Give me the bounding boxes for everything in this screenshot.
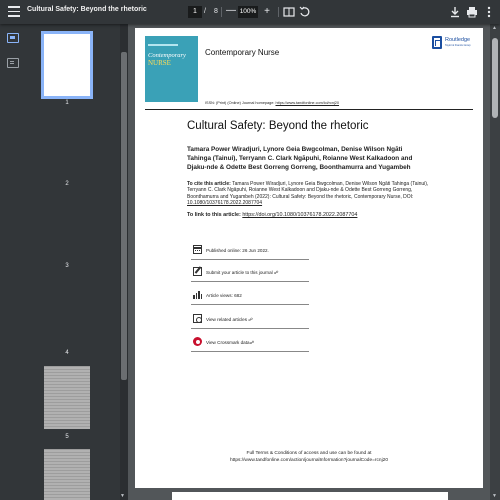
zoom-level-input[interactable]: 100% — [238, 6, 258, 18]
sidebar-scrollbar-thumb[interactable] — [121, 52, 127, 380]
footer-line1: Full Terms & Conditions of access and use can be found at — [246, 451, 372, 456]
page-separator: / — [204, 8, 206, 15]
rotate-icon[interactable] — [298, 5, 312, 19]
info-divider — [191, 281, 309, 282]
article-link-line — [187, 212, 357, 218]
article-title: Cultural Safety: Beyond the rhetoric — [187, 120, 369, 132]
crossmark-icon — [193, 337, 202, 346]
info-divider — [191, 259, 309, 260]
zoom-in-button[interactable]: + — [264, 6, 270, 17]
issn-line — [205, 101, 339, 105]
thumbnails-icon[interactable] — [7, 33, 19, 43]
cite-text: Tamara Power Wiradjuri, Lynore Geia Bwgcolman, Denise Wilson Ngāti Tahinga (Tainui), Terryann C. Clark Ngāpuhi, Roianne West Kalkadoon and Djaku-nde & Odette Best Gorreng Gorreng, Boonthamurra and Yugambeh (2022): Cultural Safety: Beyond the rhetoric, Contemporary Nurse, DOI: — [187, 181, 429, 200]
thumbnail-list — [26, 24, 120, 500]
main-scrollbar-thumb[interactable] — [492, 38, 498, 118]
routledge-logo-icon — [432, 36, 442, 49]
page-total: 8 — [214, 8, 218, 15]
toolbar-divider — [221, 7, 222, 17]
link-label: To link to this article: — [187, 212, 241, 218]
journal-name: Contemporary Nurse — [205, 48, 280, 57]
info-divider — [191, 304, 309, 305]
journal-homepage-link[interactable]: https://www.tandfonline.com/loi/rcnj20 — [275, 101, 340, 105]
thumbnail-number: 2 — [65, 181, 69, 187]
toolbar-divider — [278, 7, 279, 17]
calendar-icon — [193, 245, 202, 254]
related-articles-icon — [193, 314, 202, 323]
page-thumbnail[interactable] — [44, 366, 90, 429]
terms-footer — [135, 450, 483, 464]
sidebar-rail — [0, 24, 26, 500]
fit-page-icon[interactable] — [282, 5, 296, 19]
info-crossmark[interactable] — [191, 334, 309, 352]
edit-icon — [193, 267, 202, 276]
page-number-input[interactable]: 1 — [188, 6, 202, 18]
view-crossmark-link[interactable]: View Crossmark data☍ — [206, 340, 255, 345]
scroll-up-icon[interactable]: ▲ — [492, 25, 497, 31]
pdf-toolbar — [0, 0, 500, 24]
view-related-link[interactable]: View related articles ☍ — [206, 317, 253, 322]
cover-title-line1: Contemporary — [148, 52, 186, 59]
article-authors: Tamara Power Wiradjuri, Lynore Geia Bwgcolman, Denise Wilson Ngāti Tahinga (Tainui), Terryann C. Clark Ngāpuhi, Roianne West Kalkadoon and Djaku-nde & Odette Best Gorreng Gorreng, Boonthamurra and Yugambeh — [187, 146, 413, 171]
scroll-down-icon[interactable]: ▼ — [492, 493, 497, 499]
thumbnail-number: 1 — [65, 100, 69, 106]
info-divider — [191, 328, 309, 329]
outline-icon[interactable] — [7, 58, 19, 68]
submit-article-link[interactable]: Submit your article to this journal ☍ — [206, 270, 279, 275]
issn-text: ISSN: (Print) (Online) Journal homepage: — [205, 101, 275, 105]
zoom-out-button[interactable]: — — [226, 5, 236, 16]
bar-chart-icon — [193, 290, 202, 299]
article-views-text: Article views: 682 — [206, 293, 242, 298]
info-submit[interactable] — [191, 264, 309, 282]
download-icon[interactable] — [448, 5, 462, 19]
page-thumbnail[interactable] — [44, 34, 90, 96]
header-rule — [145, 109, 473, 110]
info-views — [191, 287, 309, 305]
article-doi-link[interactable]: https://doi.org/10.1080/10376178.2022.2087704 — [242, 212, 358, 218]
print-icon[interactable] — [465, 5, 479, 19]
info-published — [191, 242, 309, 260]
publisher-subtitle: Taylor & Francis Group — [445, 44, 471, 47]
publisher-name: Routledge — [445, 37, 471, 43]
info-related[interactable] — [191, 311, 309, 329]
cite-doi-link[interactable]: 10.1080/10376178.2022.2087704 — [187, 199, 263, 206]
thumbnail-sidebar — [0, 24, 128, 500]
journal-cover — [145, 36, 198, 102]
citation-block — [187, 181, 432, 206]
cover-title-line2: NURSE — [148, 59, 171, 67]
pdf-page-next — [172, 492, 448, 500]
sidebar-scroll-down-icon[interactable]: ▼ — [120, 493, 125, 499]
footer-line2[interactable]: https://www.tandfonline.com/action/journalInformation?journalCode=rcnj20 — [230, 458, 388, 463]
thumbnail-number: 3 — [65, 263, 69, 269]
info-divider — [191, 351, 309, 352]
document-title: Cultural Safety: Beyond the rhetoric — [27, 6, 147, 13]
page-thumbnail[interactable] — [44, 449, 90, 500]
cite-label: To cite this article: — [187, 181, 231, 187]
more-icon[interactable] — [482, 5, 496, 19]
published-online-text: Published online: 26 Jun 2022. — [206, 248, 269, 253]
thumbnail-number: 4 — [65, 350, 69, 356]
thumbnail-number: 5 — [65, 434, 69, 440]
pdf-page — [135, 28, 483, 488]
menu-icon[interactable] — [8, 6, 20, 18]
